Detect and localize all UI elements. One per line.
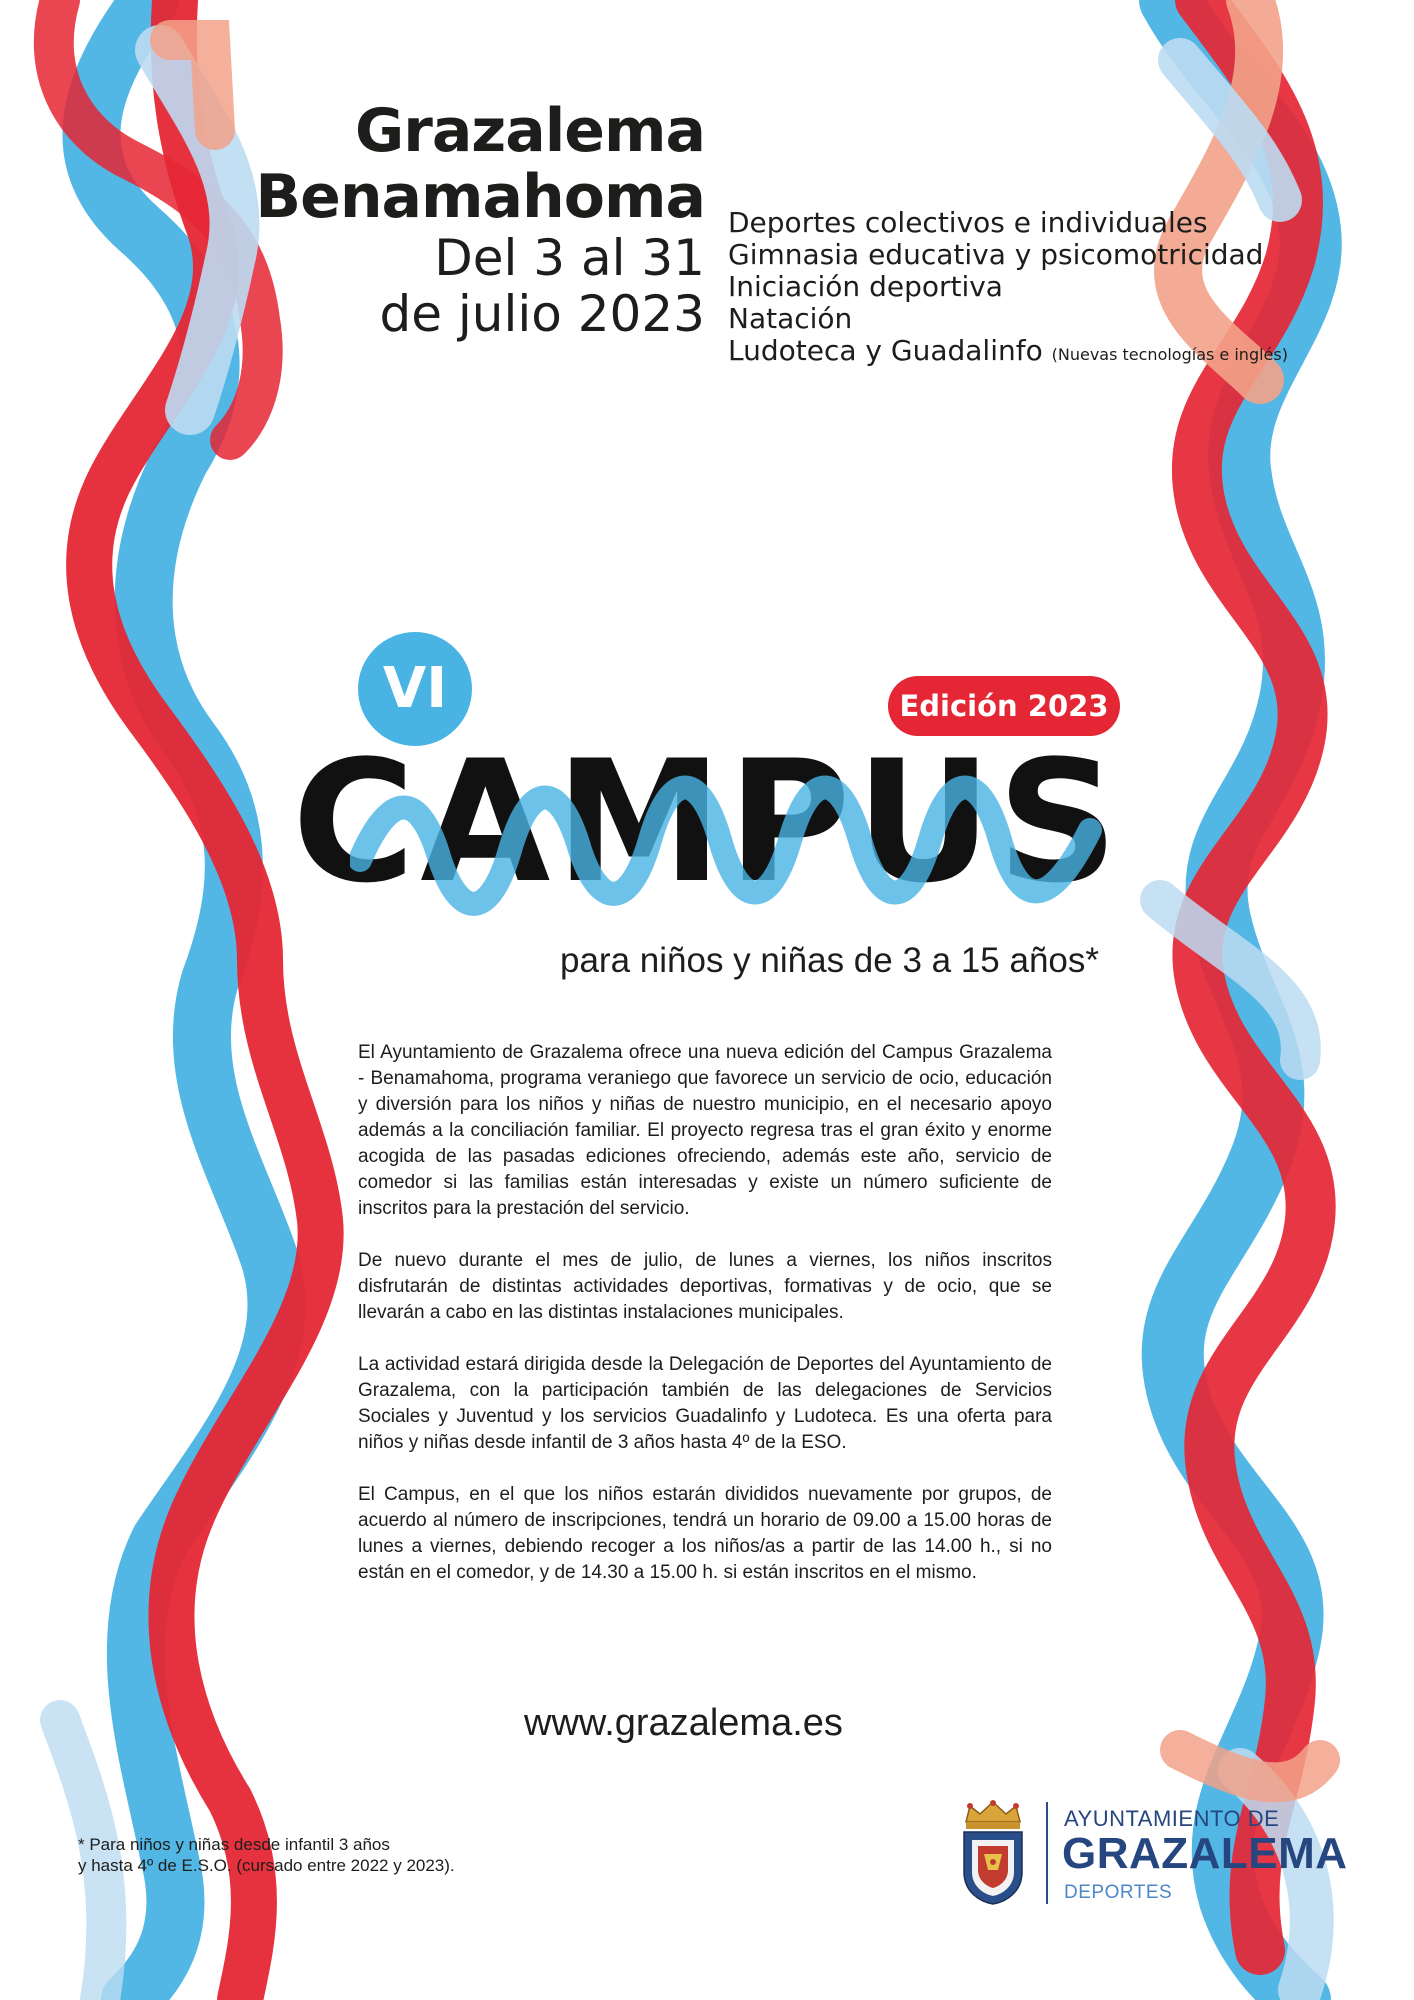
edition-year-badge: Edición 2023 [888, 676, 1120, 736]
edition-number-badge: VI [358, 632, 472, 746]
activity-item: Gimnasia educativa y psicomotricidad [728, 238, 1264, 271]
logo-text-ayuntamiento: AYUNTAMIENTO DE [1064, 1806, 1280, 1831]
activity-item-ludoteca [728, 335, 1328, 371]
body-paragraph: El Campus, en el que los niños estarán divididos nuevamente por grupos, de acuerdo al número de inscripciones, tendrá un horario de 09.00 a 15.00 horas de lunes a viernes, debiendo recoger a los niños/as a partir de las 14.00 h., si no están en el comedor, y de 14.30 a 15.00 h. si están inscritos en el mismo. [358, 1484, 1052, 1583]
logo-text-deportes: DEPORTES [1064, 1882, 1173, 1903]
body-paragraph: El Ayuntamiento de Grazalema ofrece una nueva edición del Campus Grazalema - Benamahoma, programa veraniego que favorece un servicio de ocio, educación y diversión para los niños y niñas de nuestro municipio, en el necesario apoyo además a la conciliación familiar. El proyecto regresa tras el gran éxito y enorme acogida de las pasadas ediciones ofreciendo, además este año, servicio de comedor si las familias están interesadas y existe un número suficiente de inscritos para la prestación del servicio. [358, 1042, 1052, 1219]
footnote [78, 1834, 558, 1876]
activity-item-label: Ludoteca y Guadalinfo [728, 334, 1043, 367]
activities-list [728, 207, 1328, 371]
logo-text-grazalema: GRAZALEMA [1062, 1829, 1348, 1878]
coat-of-arms-icon [958, 1800, 1028, 1906]
campus-wordmark: CAMPUS [292, 724, 1124, 920]
website-link[interactable]: www.grazalema.es [524, 1702, 843, 1744]
campus-wave-overlay [350, 750, 1110, 920]
body-paragraph: La actividad estará dirigida desde la Delegación de Deportes del Ayuntamiento de Grazalema, con la participación también de las delegaciones de Servicios Sociales y Juventud y los servicios Guadalinfo y Ludoteca. Es una oferta para niños y niñas desde infantil de 3 años hasta 4º de la ESO. [358, 1354, 1052, 1453]
town-name-benamahoma: Benamahoma [255, 162, 705, 232]
activity-item: Natación [728, 302, 853, 335]
ayuntamiento-logo [958, 1800, 1358, 1906]
date-range-line1: Del 3 al 31 [434, 229, 705, 287]
town-name-grazalema: Grazalema [354, 96, 705, 166]
footnote-line: * Para niños y niñas desde infantil 3 años [78, 1835, 390, 1854]
activity-item: Deportes colectivos e individuales [728, 206, 1208, 239]
activity-note: (Nuevas tecnologías e inglés) [1051, 345, 1288, 364]
body-text [358, 1040, 1052, 1612]
header-title-block [200, 98, 705, 342]
activity-item: Iniciación deportiva [728, 270, 1003, 303]
date-range-line2: de julio 2023 [379, 285, 705, 343]
body-paragraph: De nuevo durante el mes de julio, de lunes a viernes, los niños inscritos disfrutarán de distintas actividades deportivas, formativas y de ocio, que se llevarán a cabo en las distintas instalaciones municipales. [358, 1250, 1052, 1323]
footnote-line: y hasta 4º de E.S.O. (cursado entre 2022 y 2023). [78, 1856, 455, 1875]
age-range-subtitle: para niños y niñas de 3 a 15 años* [560, 941, 1099, 980]
logo-divider [1046, 1802, 1048, 1904]
